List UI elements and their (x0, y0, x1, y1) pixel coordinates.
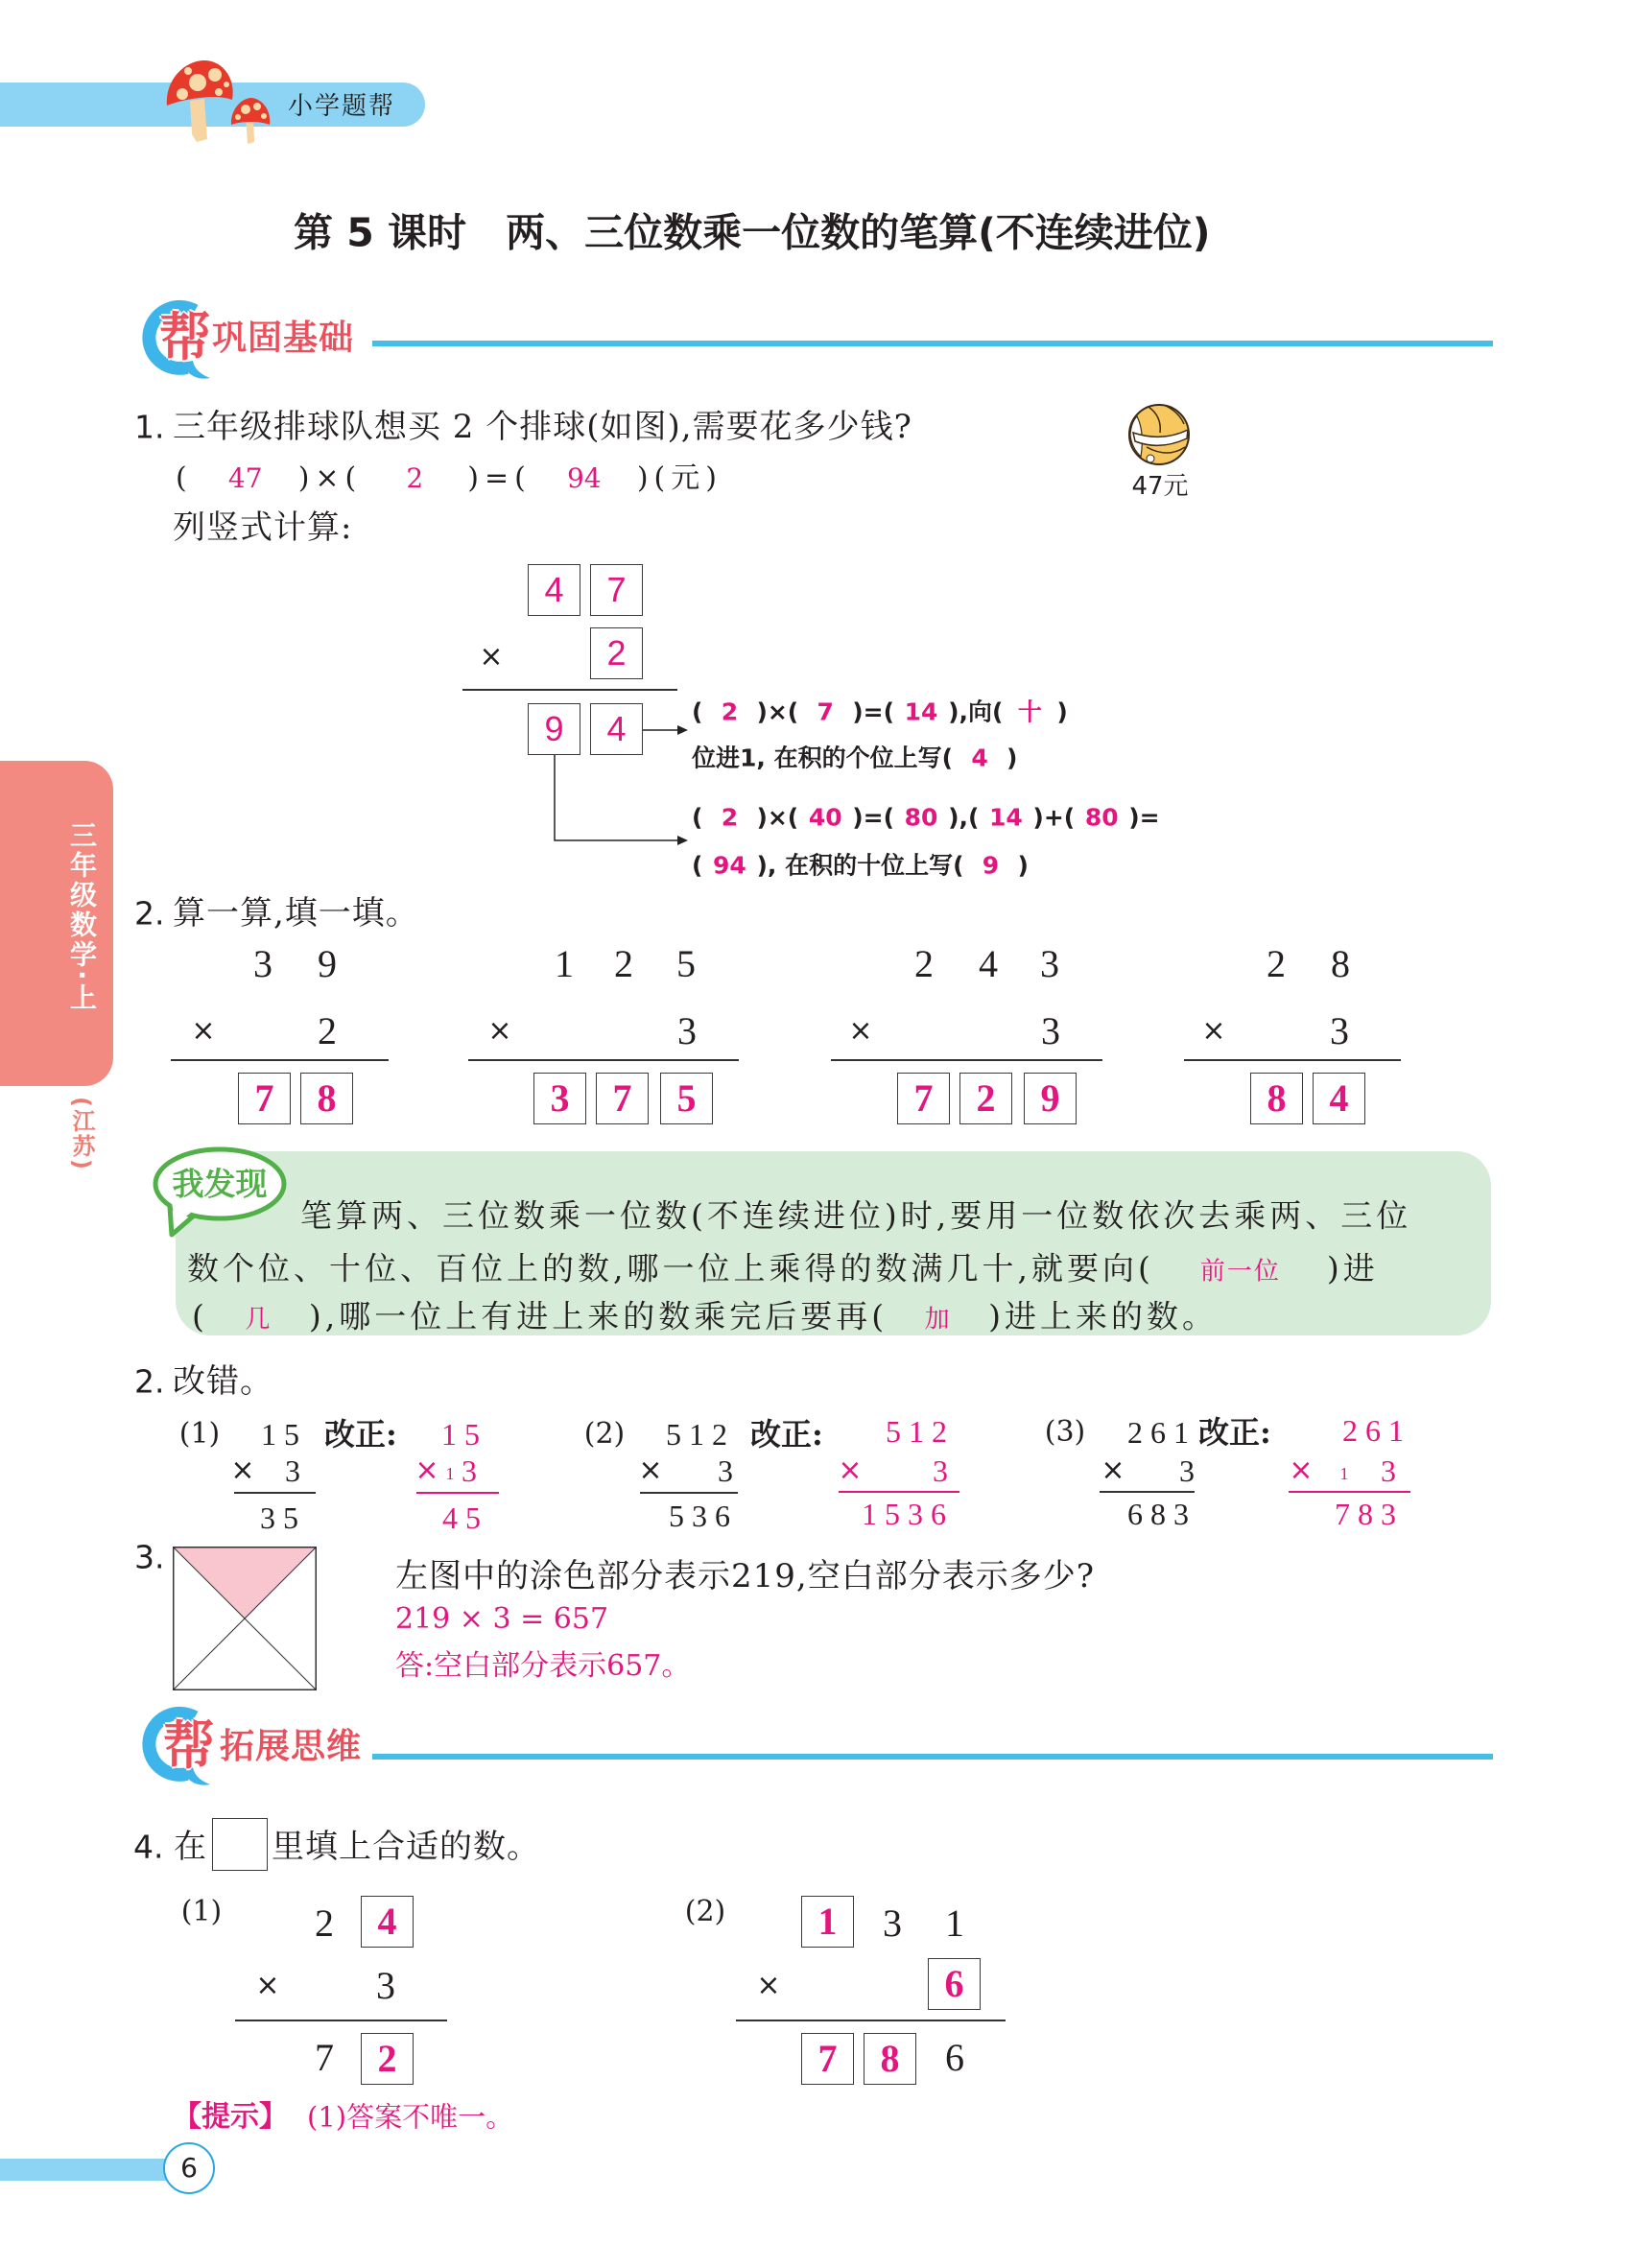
section-title: 巩固基础 (212, 319, 355, 358)
answer-value: 47 (227, 462, 263, 494)
digit: 2 (914, 942, 934, 985)
answer-value: 2 (721, 803, 739, 832)
times-sign: × (414, 1453, 439, 1487)
calc-line (640, 1492, 738, 1494)
fixed-multiplier: 3 (933, 1453, 956, 1488)
correction-label: 改正: (324, 1416, 397, 1453)
wrong-product: 536 (669, 1499, 738, 1533)
text-segment: ( (692, 851, 703, 880)
calc-line (831, 1059, 1102, 1061)
digit: 1 (555, 942, 574, 985)
answer-box: 7 (238, 1073, 291, 1124)
text-segment: ) (1006, 744, 1018, 772)
item-label: (3) (1044, 1415, 1086, 1449)
page-number: 6 (180, 2152, 198, 2184)
answer-box: 4 (528, 564, 580, 616)
equation-line (176, 461, 722, 495)
section-badge: 帮 (159, 307, 211, 367)
text-segment: ) (1056, 697, 1068, 726)
digit: 5 (676, 942, 696, 985)
times-sign: × (487, 1014, 512, 1048)
question-prompt: 左图中的涂色部分表示219,空白部分表示多少? (395, 1557, 1095, 1595)
shaded-square-diagram (173, 1547, 317, 1690)
mushroom-logo-icon (161, 56, 274, 146)
answer-box: 7 (897, 1073, 950, 1124)
times-sign: × (1201, 1014, 1226, 1048)
digit: 9 (318, 942, 337, 985)
text-segment: ( (192, 1297, 208, 1335)
step-ones-line-2 (692, 746, 1017, 770)
question-prompt: 改错。 (173, 1362, 273, 1401)
answer-box: 7 (590, 564, 643, 616)
digit: 2 (318, 1009, 337, 1052)
correction-label: 改正: (750, 1416, 823, 1453)
times-sign: × (756, 1969, 781, 2002)
calc-line (1100, 1491, 1195, 1493)
question-prompt-before: 在 (174, 1828, 207, 1866)
solution-equation: 219 × 3 = 657 (395, 1602, 609, 1636)
text-segment: )进 (1326, 1249, 1379, 1288)
calc-line (235, 2020, 447, 2021)
times-sign: × (191, 1014, 216, 1048)
calc-line (416, 1492, 499, 1494)
text-segment: ),哪一位上有进上来的数乘完后要再( (308, 1297, 888, 1335)
correction-label: 改正: (1198, 1414, 1271, 1451)
lesson-title: 第 5 课时 两、三位数乘一位数的笔算(不连续进位) (294, 209, 1211, 256)
fixed-top: 512 (886, 1414, 955, 1449)
wrong-top: 15 (261, 1417, 307, 1452)
grade-label: 三年级数学·上 (66, 821, 98, 1013)
times-sign: × (838, 1453, 863, 1487)
example-blank-box (212, 1818, 268, 1871)
answer-value: 2 (721, 697, 739, 726)
question-number: 3. (134, 1538, 165, 1576)
answer-box: 9 (528, 703, 580, 755)
discovery-badge: 我发现 (172, 1165, 268, 1203)
answer-value: 94 (566, 462, 602, 494)
wrong-multiplier: 3 (718, 1453, 741, 1488)
times-sign: × (230, 1453, 255, 1487)
calc-line (462, 689, 677, 691)
item-label: (1) (178, 1417, 221, 1451)
price-label: 47元 (1131, 472, 1189, 501)
wrong-top: 512 (666, 1417, 735, 1452)
times-sign: × (638, 1453, 663, 1487)
answer-value: 前一位 (1199, 1257, 1281, 1287)
text-segment: 位进1, 在积的个位上写( (692, 744, 954, 772)
wrong-multiplier: 3 (285, 1453, 308, 1488)
text-segment: ( (176, 461, 193, 495)
carry-digit: 1 (445, 1464, 455, 1483)
fixed-multiplier: 3 (1381, 1453, 1404, 1488)
answer-value: 94 (713, 851, 746, 880)
calc-line (171, 1059, 389, 1061)
digit: 7 (315, 2036, 334, 2079)
text-segment: ),( (948, 803, 980, 832)
digit: 2 (1267, 942, 1286, 985)
text-segment: )=( (852, 803, 895, 832)
digit: 3 (376, 1964, 395, 2007)
question-number: 2. (134, 1362, 165, 1401)
digit: 4 (979, 942, 998, 985)
item-label: (2) (583, 1417, 626, 1451)
hint-text: (1)答案不唯一。 (307, 2100, 514, 2134)
answer-value: 14 (989, 803, 1023, 832)
section-title: 拓展思维 (220, 1727, 363, 1766)
answer-value: 十 (1017, 697, 1042, 726)
text-segment: )×( (297, 461, 363, 495)
times-sign: × (1289, 1453, 1314, 1487)
question-number: 2. (134, 894, 165, 933)
answer-box: 5 (660, 1073, 713, 1124)
digit: 3 (883, 1902, 902, 1945)
answer-box: 2 (361, 2033, 414, 2085)
text-segment: ( (692, 697, 703, 726)
hint-label: 【提示】 (173, 2100, 288, 2134)
answer-box: 7 (801, 2033, 854, 2085)
step-ones-line-1 (692, 697, 1068, 726)
times-sign: × (848, 1014, 873, 1048)
text-segment: )+( (1032, 803, 1076, 832)
text-segment: )×( (756, 697, 799, 726)
answer-value: 9 (982, 851, 1000, 880)
step-tens-line-1 (692, 803, 1160, 832)
answer-box: 4 (590, 703, 643, 755)
digit: 3 (677, 1009, 697, 1052)
item-label: (2) (684, 1895, 726, 1928)
fixed-product: 45 (442, 1500, 488, 1535)
digit: 8 (1331, 942, 1350, 985)
answer-box: 6 (928, 1958, 981, 2010)
discovery-line (187, 1249, 1379, 1288)
vertical-calc-label: 列竖式计算: (173, 508, 353, 547)
answer-box: 1 (801, 1896, 854, 1948)
calc-line (839, 1491, 959, 1493)
answer-box: 8 (300, 1073, 353, 1124)
answer-box: 4 (361, 1896, 414, 1948)
calc-line (234, 1492, 316, 1494)
question-prompt: 三年级排球队想买 2 个排球(如图),需要花多少钱? (173, 408, 912, 446)
question-number: 1. (134, 408, 165, 446)
wrong-product: 683 (1127, 1497, 1196, 1531)
wrong-multiplier: 3 (1179, 1453, 1202, 1488)
digit: 3 (1040, 942, 1059, 985)
text-segment: ( (692, 803, 703, 832)
digit: 1 (945, 1902, 964, 1945)
answer-value: 2 (406, 462, 424, 494)
answer-value: 加 (924, 1305, 952, 1335)
wrong-top: 261 (1127, 1415, 1196, 1450)
fixed-product: 783 (1335, 1497, 1404, 1531)
digit: 3 (1330, 1009, 1349, 1052)
answer-value: 几 (245, 1305, 272, 1335)
answer-box: 8 (864, 2033, 916, 2085)
item-label: (1) (180, 1895, 223, 1928)
text-segment: )= (1128, 803, 1160, 832)
text-segment: )进上来的数。 (988, 1297, 1218, 1335)
text-segment: )(元) (636, 461, 722, 495)
fixed-product: 1536 (862, 1497, 954, 1531)
answer-value: 4 (971, 744, 988, 772)
calc-line (736, 2020, 1006, 2021)
digit: 2 (315, 1902, 334, 1945)
discovery-line (300, 1196, 1412, 1235)
digit: 6 (945, 2036, 964, 2079)
times-sign: × (255, 1969, 280, 2002)
fixed-multiplier: 3 (462, 1453, 485, 1488)
answer-box: 8 (1250, 1073, 1303, 1124)
calc-line (1289, 1491, 1410, 1493)
explanation-arrows-icon (537, 710, 703, 854)
region-label: (江苏) (68, 1097, 95, 1171)
volleyball-icon (1127, 403, 1191, 466)
footer-band (0, 2159, 168, 2181)
step-tens-line-2 (692, 851, 1029, 880)
digit: 3 (1041, 1009, 1060, 1052)
text-segment: 笔算两、三位数乘一位数(不连续进位)时,要用一位数依次去乘两、三位 (300, 1196, 1412, 1235)
answer-value: 14 (904, 697, 938, 726)
times-sign: × (479, 640, 504, 673)
digit: 3 (253, 942, 272, 985)
text-segment: ),向( (948, 697, 1004, 726)
text-segment: )=( (852, 697, 895, 726)
times-sign: × (1101, 1453, 1125, 1487)
wrong-product: 35 (260, 1500, 306, 1535)
answer-box: 3 (533, 1073, 586, 1124)
answer-value: 40 (808, 803, 842, 832)
section-divider (372, 1754, 1493, 1760)
fixed-top: 261 (1342, 1413, 1411, 1448)
question-number: 4. (133, 1828, 164, 1866)
text-segment: )=( (467, 461, 532, 495)
answer-value: 80 (904, 803, 938, 832)
text-segment: ) (1017, 851, 1029, 880)
discovery-line (192, 1297, 1218, 1335)
answer-box: 2 (959, 1073, 1012, 1124)
answer-box: 2 (590, 627, 643, 679)
question-prompt-after: 里填上合适的数。 (272, 1828, 540, 1866)
digit: 2 (614, 942, 633, 985)
section-badge: 帮 (163, 1715, 215, 1776)
question-prompt: 算一算,填一填。 (173, 894, 419, 933)
answer-box: 9 (1024, 1073, 1077, 1124)
answer-box: 4 (1313, 1073, 1365, 1124)
solution-answer: 答:空白部分表示657。 (395, 1649, 691, 1683)
fixed-top: 15 (441, 1417, 487, 1452)
answer-value: 7 (817, 697, 834, 726)
calc-line (1184, 1059, 1401, 1061)
text-segment: ), 在积的十位上写( (756, 851, 964, 880)
answer-value: 80 (1084, 803, 1119, 832)
calc-line (468, 1059, 739, 1061)
text-segment: )×( (756, 803, 799, 832)
text-segment: 数个位、十位、百位上的数,哪一位上乘得的数满几十,就要向( (187, 1249, 1154, 1288)
answer-box: 7 (596, 1073, 649, 1124)
section-divider (372, 341, 1493, 346)
carry-digit: 1 (1339, 1464, 1349, 1483)
brand-name: 小学题帮 (288, 92, 396, 121)
